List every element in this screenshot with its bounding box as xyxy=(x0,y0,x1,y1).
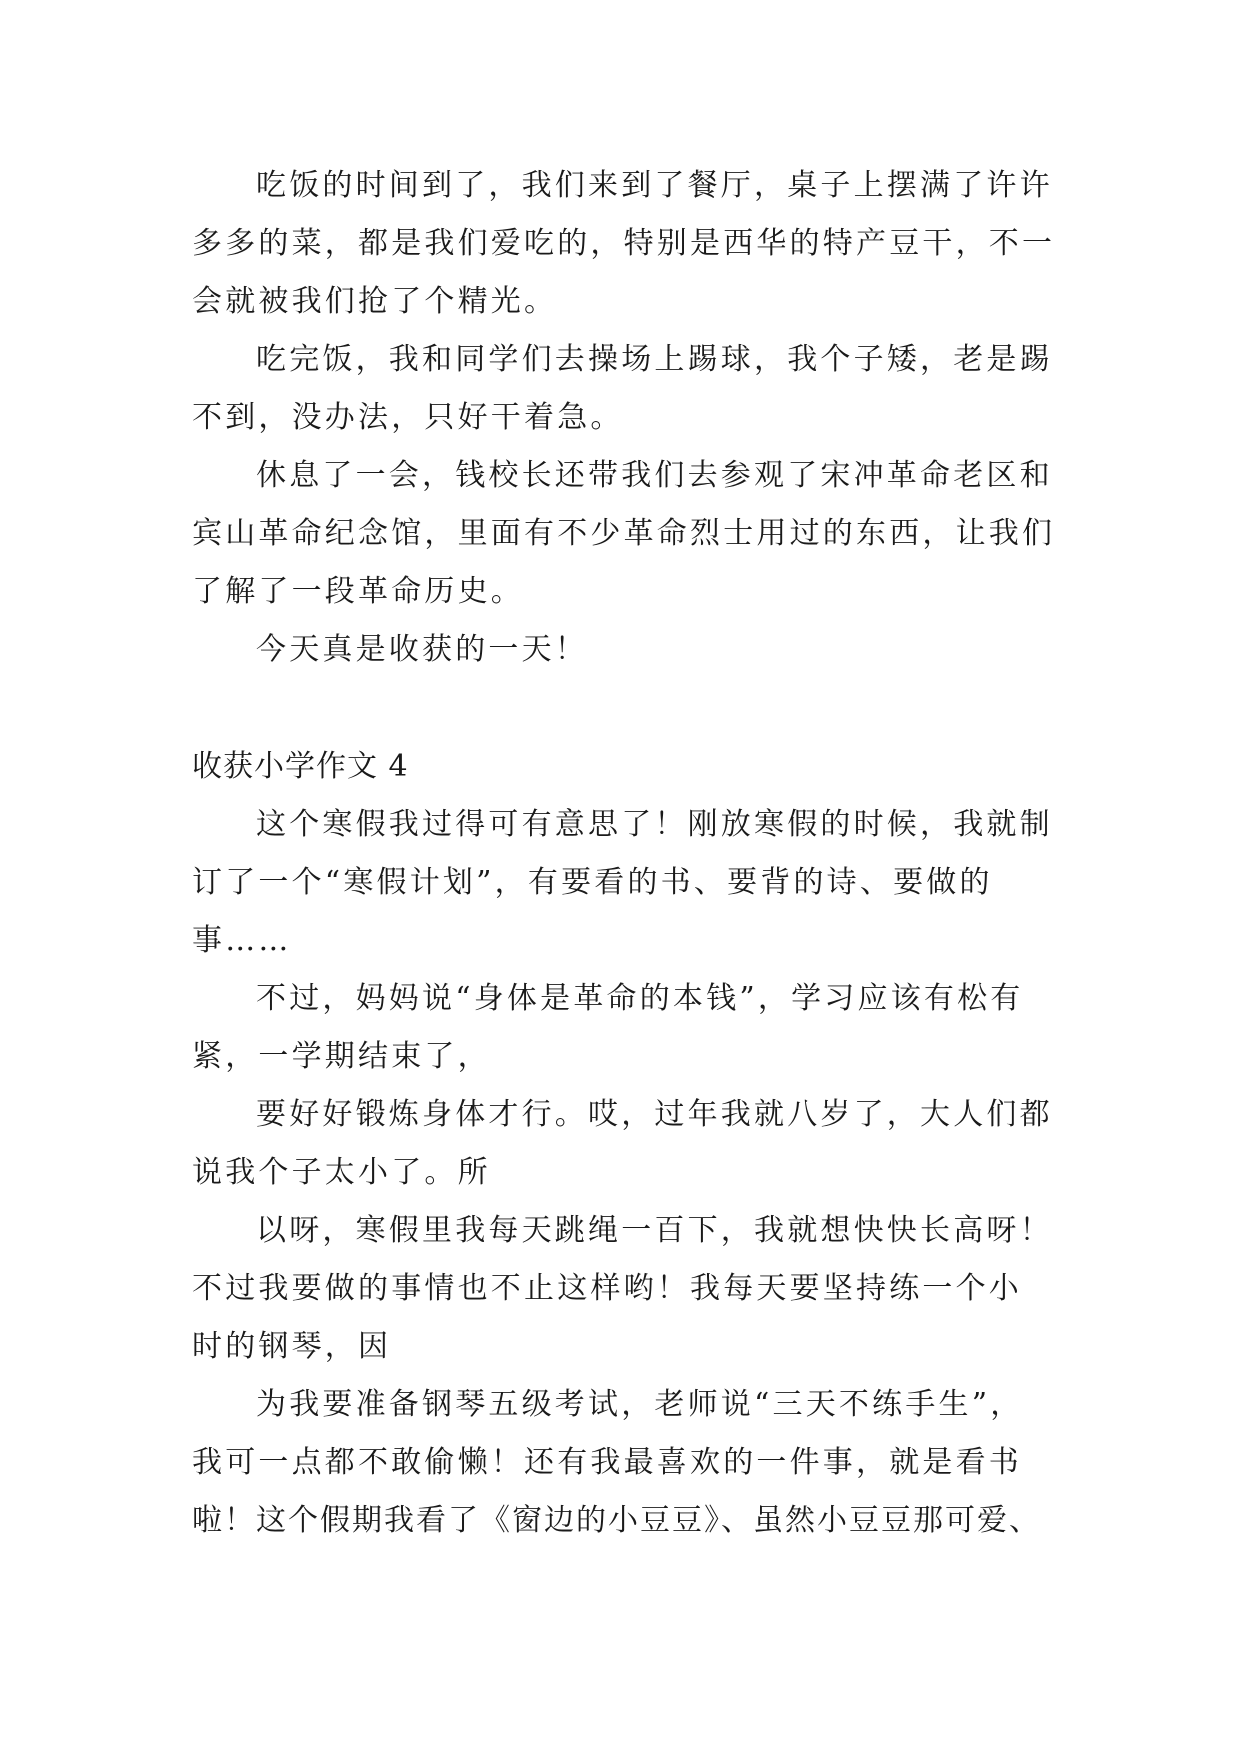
text-line: 时的钢琴，因 xyxy=(192,1329,392,1364)
text-line: 紧，一学期结束了， xyxy=(192,1039,491,1074)
text-line: 不到，没办法，只好干着急。 xyxy=(192,400,624,435)
text-line: 事…… xyxy=(192,923,292,958)
text-line: 以呀，寒假里我每天跳绳一百下，我就想快快长高呀！ xyxy=(256,1213,1053,1248)
text-line: 休息了一会，钱校长还带我们去参观了宋冲革命老区和 xyxy=(256,458,1053,493)
text-line: 不过我要做的事情也不止这样哟！我每天要坚持练一个小 xyxy=(192,1271,1022,1306)
text-line: 吃完饭，我和同学们去操场上踢球，我个子矮，老是踢 xyxy=(256,342,1053,377)
text-line: 我可一点都不敢偷懒！还有我最喜欢的一件事，就是看书 xyxy=(192,1445,1022,1480)
text-line: 啦！这个假期我看了《窗边的小豆豆》、虽然小豆豆那可爱、 xyxy=(192,1503,1041,1538)
text-line: 这个寒假我过得可有意思了！刚放寒假的时候，我就制 xyxy=(256,807,1053,842)
text-line: 会就被我们抢了个精光。 xyxy=(192,284,558,319)
text-line: 了解了一段革命历史。 xyxy=(192,574,524,609)
text-line: 为我要准备钢琴五级考试，老师说“三天不练手生”， xyxy=(256,1387,1024,1422)
text-line: 多多的菜，都是我们爱吃的，特别是西华的特产豆干，不一 xyxy=(192,226,1056,261)
text-line: 订了一个“寒假计划”，有要看的书、要背的诗、要做的 xyxy=(192,865,993,900)
text-line: 说我个子太小了。所 xyxy=(192,1155,491,1190)
text-line: 宾山革命纪念馆，里面有不少革命烈士用过的东西，让我们 xyxy=(192,516,1056,551)
section-heading: 收获小学作文 4 xyxy=(192,749,409,784)
text-line: 不过，妈妈说“身体是革命的本钱”，学习应该有松有 xyxy=(256,981,1024,1016)
text-line: 今天真是收获的一天！ xyxy=(256,632,588,667)
text-line: 要好好锻炼身体才行。哎，过年我就八岁了，大人们都 xyxy=(256,1097,1053,1132)
text-line: 吃饭的时间到了，我们来到了餐厅，桌子上摆满了许许 xyxy=(256,168,1053,203)
